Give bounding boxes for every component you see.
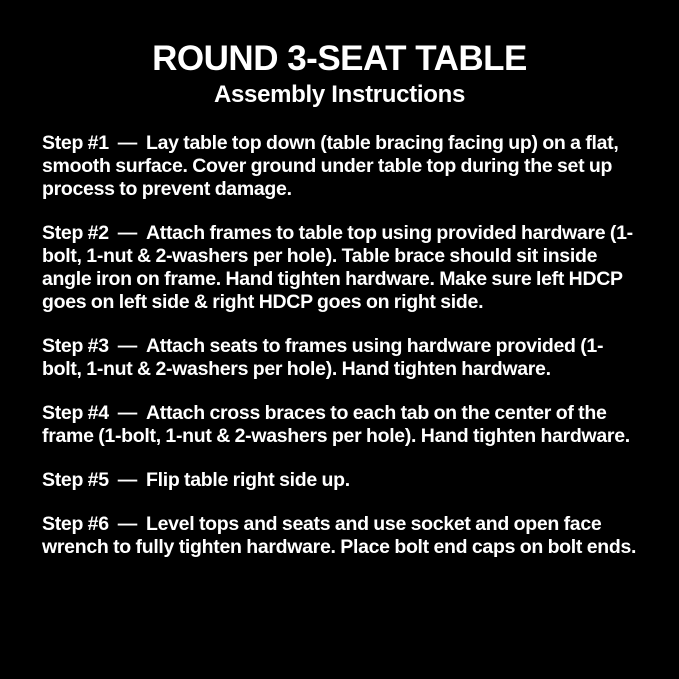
step-label: Step #5 (42, 469, 109, 491)
step-item-3 (42, 335, 642, 381)
step-label: Step #4 (42, 402, 109, 424)
step-label: Step #2 (42, 222, 109, 244)
step-item-1 (42, 132, 642, 201)
step-separator: — (117, 469, 137, 491)
step-text: Attach seats to frames using hardware provided (1-bolt, 1-nut & 2-washers per hole). Hand tighten hardware. (42, 335, 604, 380)
step-item-2 (42, 222, 642, 314)
step-separator: — (117, 402, 137, 424)
step-text: Attach frames to table top using provided hardware (1-bolt, 1-nut & 2-washers per hole). Table brace should sit inside angle iron on frame. Hand tighten hardware. Make sure left HDCP goes on left side & right HDCP goes on right side. (42, 222, 633, 313)
step-text: Level tops and seats and use socket and open face wrench to fully tighten hardware. Place bolt end caps on bolt ends. (42, 513, 637, 558)
step-label: Step #1 (42, 132, 109, 154)
step-text: Flip table right side up. (145, 469, 350, 491)
step-item-6 (42, 513, 642, 559)
step-separator: — (117, 335, 137, 357)
step-separator: — (117, 132, 137, 154)
page-title: ROUND 3-SEAT TABLE (152, 39, 527, 78)
page-subtitle: Assembly Instructions (213, 81, 466, 108)
step-separator: — (117, 222, 137, 244)
step-text: Lay table top down (table bracing facing up) on a flat, smooth surface. Cover ground under table top during the set up process to prevent damage. (42, 132, 619, 200)
step-label: Step #3 (42, 335, 109, 357)
steps-list (42, 132, 642, 559)
step-text: Attach cross braces to each tab on the center of the frame (1-bolt, 1-nut & 2-washers per hole). Hand tighten hardware. (42, 402, 630, 447)
step-separator: — (117, 513, 137, 535)
step-label: Step #6 (42, 513, 109, 535)
step-item-5 (42, 469, 642, 492)
header (0, 0, 679, 110)
step-item-4 (42, 402, 642, 448)
